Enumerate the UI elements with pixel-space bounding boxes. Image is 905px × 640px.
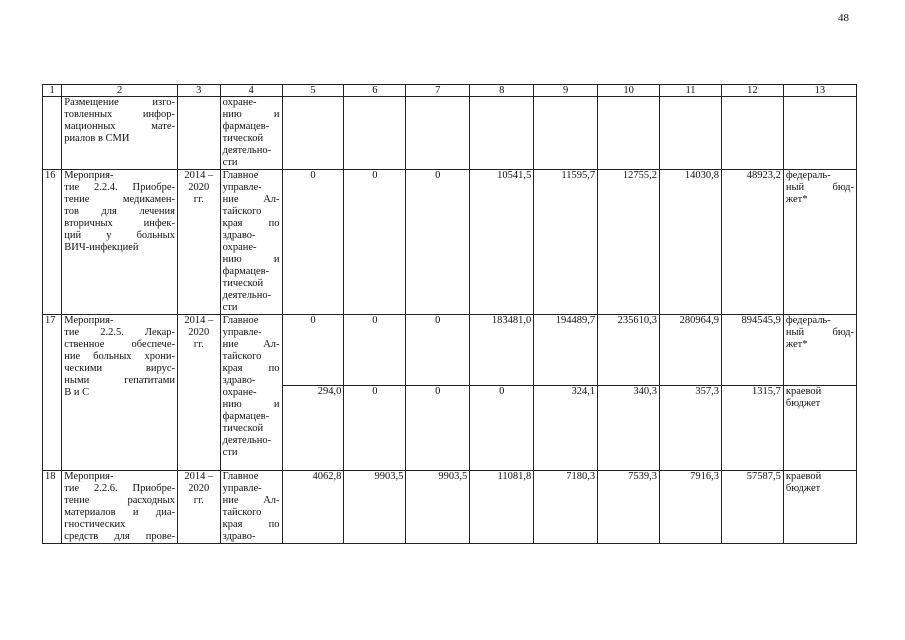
cell-text-line: ние Ал- — [222, 339, 280, 350]
cell-text-line: Мероприя- — [64, 315, 114, 326]
cell-text-line: нию и — [222, 254, 280, 265]
header-cell: 5 — [282, 85, 344, 97]
cell-text-line: ние больных хрони- — [64, 351, 175, 362]
cell-text-line: Мероприя- — [64, 170, 114, 181]
cell-value: 57587,5 — [721, 471, 783, 544]
cell-text-line: здраво- — [222, 531, 256, 542]
cell-value: 48923,2 — [721, 170, 783, 315]
cell-text-line: тение медикамен- — [64, 194, 175, 205]
cell-value: 7539,3 — [598, 471, 660, 544]
page-number: 48 — [838, 12, 849, 24]
cell-value: 0 — [470, 386, 534, 471]
table-row — [43, 170, 857, 315]
cell-text-line: 2014 – — [184, 315, 214, 326]
cell-text-line: Главное — [222, 315, 259, 326]
cell-value: 0 — [406, 386, 470, 471]
cell-text-line: тической — [222, 278, 264, 289]
cell-text-line: тение расходных — [64, 495, 175, 506]
cell-text-line: охране- — [222, 387, 257, 398]
cell-text-line: 2014 – — [184, 471, 214, 482]
cell-period — [177, 471, 220, 544]
cell-text-line: гностических — [64, 519, 126, 530]
cell-value: 183481,0 — [470, 315, 534, 386]
cell-executor — [220, 315, 282, 471]
cell-value: 0 — [344, 315, 406, 386]
cell-text-line: ными гепатитами — [64, 375, 175, 386]
cell-text-line: мационных мате- — [64, 121, 175, 132]
cell-num: 17 — [43, 315, 62, 471]
cell-value: 0 — [344, 170, 406, 315]
cell-text-line: жет* — [785, 339, 808, 350]
cell-text-line: ние Ал- — [222, 194, 280, 205]
cell-text-line: сти — [222, 302, 238, 313]
cell-text-line: управле- — [222, 182, 262, 193]
cell-text-line: ный бюд- — [785, 182, 854, 193]
cell-text-line: гг. — [193, 339, 204, 350]
cell-text-line: материалов и диа- — [64, 507, 175, 518]
cell-text-line: нию и — [222, 399, 280, 410]
cell-text-line: В и С — [64, 387, 90, 398]
header-cell: 4 — [220, 85, 282, 97]
cell-text-line: сти — [222, 157, 238, 168]
cell-text-line: края по — [222, 363, 280, 374]
table-row — [43, 315, 857, 386]
cell-text-line: жет* — [785, 194, 808, 205]
cell-text-line: здраво- — [222, 375, 256, 386]
cell-text-line: нию и — [222, 109, 280, 120]
cell-text-line: деятельно- — [222, 435, 272, 446]
cell-text-line: бюджет — [785, 398, 821, 409]
cell-executor — [220, 170, 282, 315]
cell-text-line: Главное — [222, 471, 259, 482]
header-cell: 10 — [598, 85, 660, 97]
cell-period — [177, 170, 220, 315]
header-cell: 2 — [62, 85, 178, 97]
cell-text-line: сти — [222, 447, 238, 458]
cell-text-line: краевой — [785, 471, 822, 482]
cell-text-line: тие 2.2.4. Приобре- — [64, 182, 175, 193]
header-cell: 9 — [534, 85, 598, 97]
cell-funding-source — [783, 315, 856, 386]
cell-text-line: гг. — [193, 194, 204, 205]
cell-value: 11595,7 — [534, 170, 598, 315]
cell-funding-source — [783, 386, 856, 471]
cell-num — [43, 97, 62, 170]
cell-text-line: охране- — [222, 242, 257, 253]
cell-text-line: фармацев- — [222, 411, 270, 422]
cell-text-line: тие 2.2.6. Приобре- — [64, 483, 175, 494]
cell-text-line: тической — [222, 133, 264, 144]
header-cell: 7 — [406, 85, 470, 97]
table-row-continuation — [43, 97, 857, 170]
cell-value: 14030,8 — [660, 170, 722, 315]
cell-activity — [62, 471, 178, 544]
cell-text-line: бюджет — [785, 483, 821, 494]
cell-text-line: тайского — [222, 507, 262, 518]
cell-value: 0 — [282, 315, 344, 386]
cell-text-line: деятельно- — [222, 145, 272, 156]
cell-value: 12755,2 — [598, 170, 660, 315]
header-cell: 11 — [660, 85, 722, 97]
cell-period — [177, 97, 220, 170]
cell-text-line: риалов в СМИ — [64, 133, 130, 144]
cell-value: 0 — [344, 386, 406, 471]
cell-value: 11081,8 — [470, 471, 534, 544]
cell-value: 7180,3 — [534, 471, 598, 544]
header-cell: 12 — [721, 85, 783, 97]
cell-text-line: тие 2.2.5. Лекар- — [64, 327, 175, 338]
cell-text-line: вторичных инфек- — [64, 218, 175, 229]
header-cell: 8 — [470, 85, 534, 97]
cell-value: 235610,3 — [598, 315, 660, 386]
cell-value: 357,3 — [660, 386, 722, 471]
cell-value: 0 — [406, 315, 470, 386]
cell-text-line: 2020 — [188, 483, 210, 494]
cell-value: 9903,5 — [344, 471, 406, 544]
cell-text-line: Мероприя- — [64, 471, 114, 482]
cell-value: 194489,7 — [534, 315, 598, 386]
cell-value: 1315,7 — [721, 386, 783, 471]
cell-text-line: гг. — [193, 495, 204, 506]
cell-funding-source — [783, 170, 856, 315]
cell-text-line: тической — [222, 423, 264, 434]
cell-value: 9903,5 — [406, 471, 470, 544]
cell-value: 894545,9 — [721, 315, 783, 386]
cell-value: 280964,9 — [660, 315, 722, 386]
cell-text-line: ный бюд- — [785, 327, 854, 338]
header-cell: 1 — [43, 85, 62, 97]
cell-value: 324,1 — [534, 386, 598, 471]
cell-text-line: 2020 — [188, 327, 210, 338]
cell-executor — [220, 97, 282, 170]
cell-value: 340,3 — [598, 386, 660, 471]
cell-value: 0 — [282, 170, 344, 315]
cell-text-line: охране- — [222, 97, 257, 108]
cell-text-line: средств для прове- — [64, 531, 175, 542]
cell-text-line: ственное обеспече- — [64, 339, 175, 350]
cell-text-line: фармацев- — [222, 121, 270, 132]
cell-text-line: ческими вирус- — [64, 363, 175, 374]
cell-text-line: края по — [222, 218, 280, 229]
cell-num: 16 — [43, 170, 62, 315]
cell-text-line: федераль- — [785, 315, 831, 326]
table-row — [43, 471, 857, 544]
cell-text-line: краевой — [785, 386, 822, 397]
cell-text-line: фармацев- — [222, 266, 270, 277]
cell-text-line: управле- — [222, 327, 262, 338]
cell-value: 7916,3 — [660, 471, 722, 544]
cell-text-line: тайского — [222, 206, 262, 217]
cell-text-line: ВИЧ-инфекцией — [64, 242, 139, 253]
cell-executor — [220, 471, 282, 544]
cell-text-line: Размещение изго- — [64, 97, 175, 108]
cell-text-line: Главное — [222, 170, 259, 181]
cell-value: 4062,8 — [282, 471, 344, 544]
cell-text-line: товленных инфор- — [64, 109, 175, 120]
cell-text-line: федераль- — [785, 170, 831, 181]
header-cell: 3 — [177, 85, 220, 97]
cell-activity — [62, 315, 178, 471]
budget-table — [42, 84, 857, 544]
cell-text-line: ций у больных — [64, 230, 175, 241]
cell-text-line: здраво- — [222, 230, 256, 241]
cell-value: 0 — [406, 170, 470, 315]
cell-activity — [62, 170, 178, 315]
cell-text-line: тайского — [222, 351, 262, 362]
cell-activity — [62, 97, 178, 170]
cell-value: 10541,5 — [470, 170, 534, 315]
cell-text-line: ние Ал- — [222, 495, 280, 506]
cell-text-line: края по — [222, 519, 280, 530]
cell-text-line: 2014 – — [184, 170, 214, 181]
cell-funding-source — [783, 471, 856, 544]
cell-text-line: тов для лечения — [64, 206, 175, 217]
cell-period — [177, 315, 220, 471]
header-cell: 13 — [783, 85, 856, 97]
cell-text-line: деятельно- — [222, 290, 272, 301]
cell-text-line: управле- — [222, 483, 262, 494]
cell-text-line: 2020 — [188, 182, 210, 193]
cell-num: 18 — [43, 471, 62, 544]
header-row — [43, 85, 857, 97]
header-cell: 6 — [344, 85, 406, 97]
cell-value: 294,0 — [282, 386, 344, 471]
